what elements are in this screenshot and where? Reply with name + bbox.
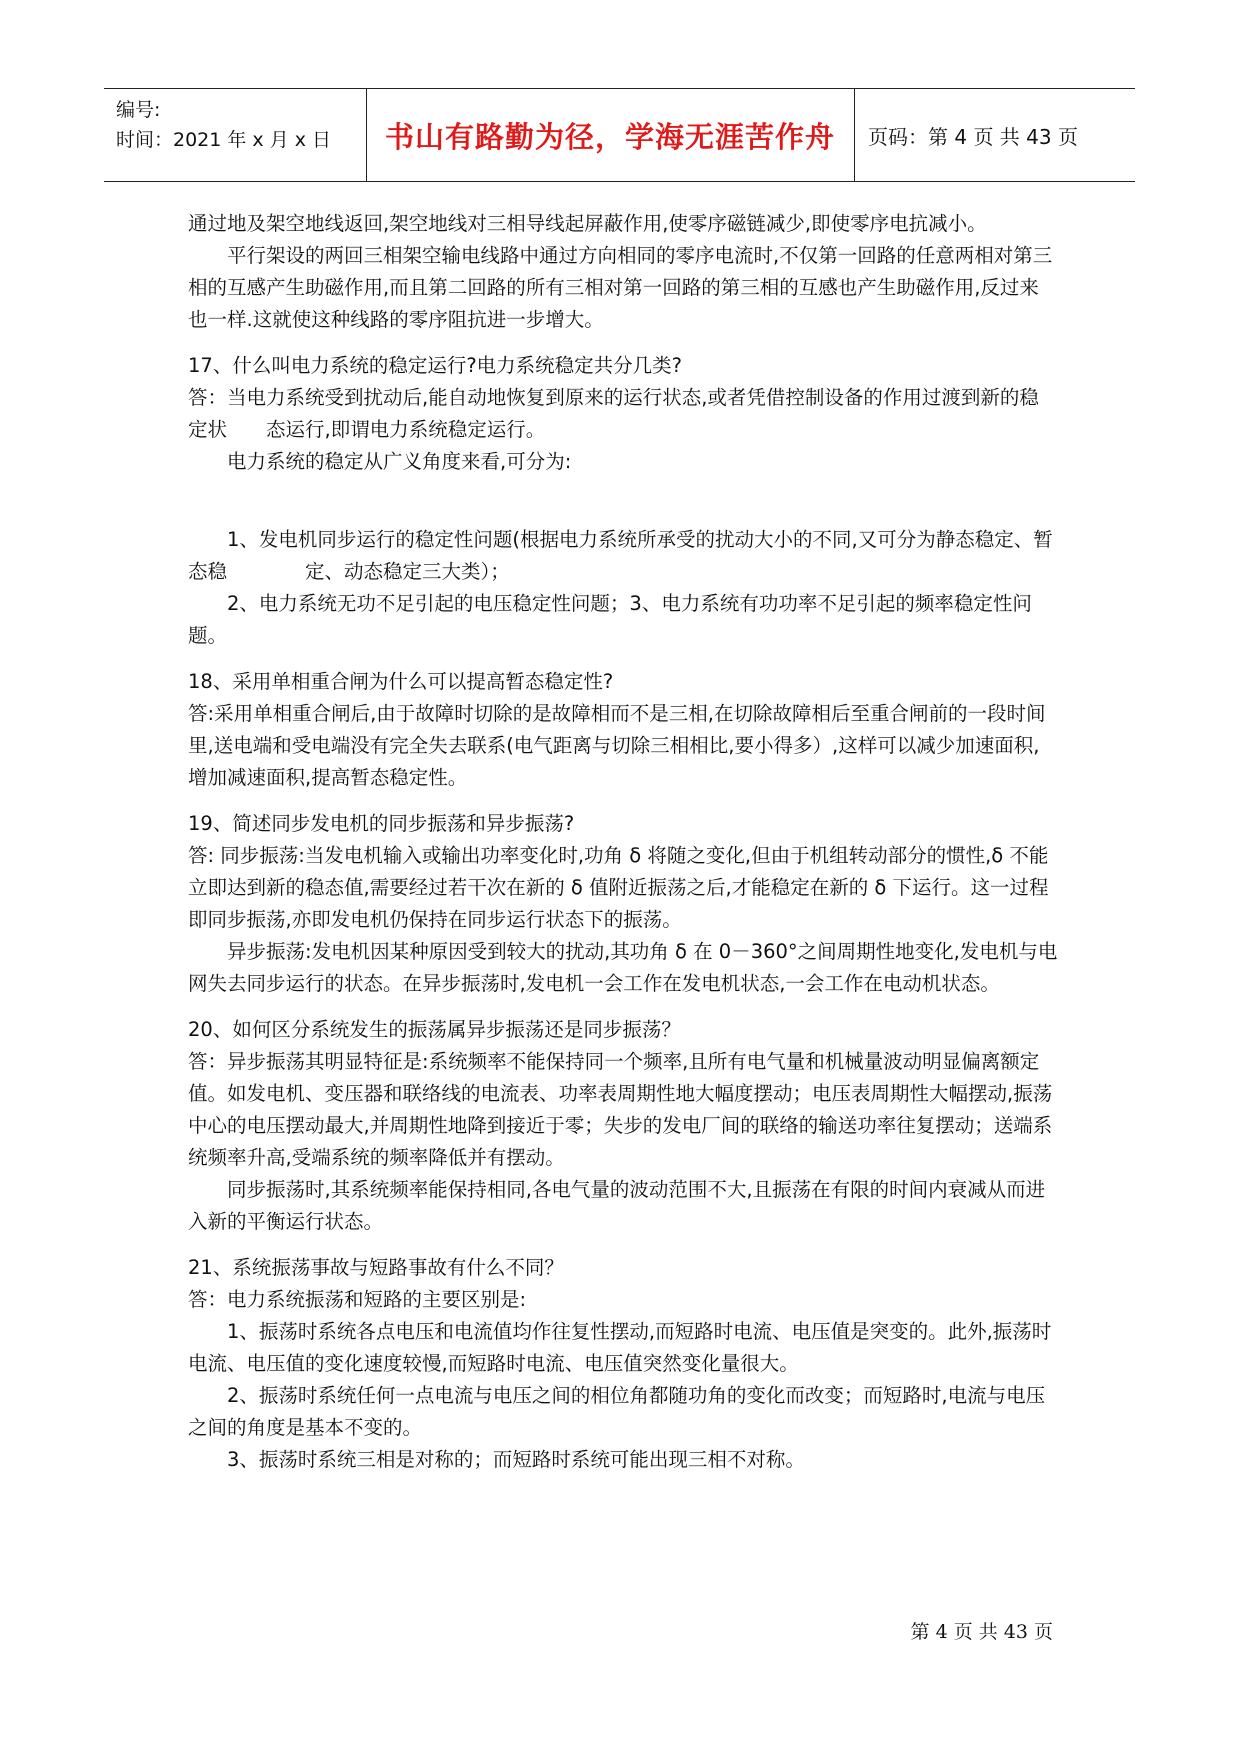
paragraph: 电力系统的稳定从广义角度来看,可分为:: [227, 450, 572, 473]
header-motto: 书山有路勤为径，学海无涯苦作舟: [384, 119, 835, 154]
paragraph: 1、振荡时系统各点电压和电流值均作往复性摆动,而短路时电流、电压值是突变的。此外,振荡时电流、电压值的变化速度较慢,而短路时电流、电压值突然变化量很大。: [188, 1320, 1052, 1375]
document-date: 时间：2021 年 x 月 x 日: [116, 129, 332, 151]
answer-20: 答：异步振荡其明显特征是:系统频率不能保持同一个频率,且所有电气量和机械量波动明显偏离额定值。如发电机、变压器和联络线的电流表、功率表周期性地大幅度摆动；电压表周期性大幅摆动,振荡中心的电压摆动最大,并周期性地降到接近于零；失步的发电厂间的联络的输送功率往复摆动；送端系统频率升高,受端系统的频率降低并有摆动。: [188, 1050, 1053, 1169]
paragraph: 平行架设的两回三相架空输电线路中通过方向相同的零序电流时,不仅第一回路的任意两相对第三相的互感产生助磁作用,而且第二回路的所有三相对第一回路的第三相的互感也产生助磁作用,反过来也一样.这就使这种线路的零序阻抗进一步增大。: [188, 244, 1053, 331]
answer-21: 答：电力系统振荡和短路的主要区别是:: [188, 1288, 527, 1311]
paragraph: 同步振荡时,其系统频率能保持相同,各电气量的波动范围不大,且振荡在有限的时间内衰减从而进入新的平衡运行状态。: [188, 1178, 1046, 1233]
paragraph: 2、电力系统无功不足引起的电压稳定性问题；3、电力系统有功功率不足引起的频率稳定性问题。: [188, 592, 1032, 647]
document-number: 编号:: [116, 99, 161, 121]
question-19: 19、简述同步发电机的同步振荡和异步振荡?: [188, 812, 575, 835]
answer-19: 答: 同步振荡:当发电机输入或输出功率变化时,功角 δ 将随之变化,但由于机组转动部分的惯性,δ 不能立即达到新的稳态值,需要经过若干次在新的 δ 值附近振荡之后,才能稳定在新的 δ 下运行。这一过程即同步振荡,亦即发电机仍保持在同步运行状态下的振荡。: [188, 844, 1049, 931]
paragraph: 异步振荡:发电机因某种原因受到较大的扰动,其功角 δ 在 0－360°之间周期性地变化,发电机与电网失去同步运行的状态。在异步振荡时,发电机一会工作在发电机状态,一会工作在电动机状态。: [188, 940, 1058, 995]
question-20: 20、如何区分系统发生的振荡属异步振荡还是同步振荡？: [188, 1018, 681, 1041]
question-17: 17、什么叫电力系统的稳定运行?电力系统稳定共分几类?: [188, 354, 683, 377]
header-page-info: 页码：第 4 页 共 43 页: [868, 124, 1078, 149]
paragraph: 3、振荡时系统三相是对称的；而短路时系统可能出现三相不对称。: [227, 1448, 805, 1471]
paragraph: 2、振荡时系统任何一点电流与电压之间的相位角都随功角的变化而改变；而短路时,电流与电压之间的角度是基本不变的。: [188, 1384, 1046, 1439]
answer-17: 答：当电力系统受到扰动后,能自动地恢复到原来的运行状态,或者凭借控制设备的作用过渡到新的稳定状 态运行,即谓电力系统稳定运行。: [188, 386, 1039, 441]
header-meta: [116, 95, 331, 155]
question-21: 21、系统振荡事故与短路事故有什么不同？: [188, 1256, 564, 1279]
paragraph: 1、发电机同步运行的稳定性问题(根据电力系统所承受的扰动大小的不同,又可分为静态稳定、暂态稳 定、动态稳定三大类）；: [188, 528, 1053, 583]
document-body: [188, 208, 1058, 1476]
page-header: [104, 88, 1135, 182]
answer-18: 答:采用单相重合闸后,由于故障时切除的是故障相而不是三相,在切除故障相后至重合闸前的一段时间里,送电端和受电端没有完全失去联系(电气距离与切除三相相比,要小得多）,这样可以减少加速面积,增加减速面积,提高暂态稳定性。: [188, 702, 1046, 789]
page-footer: 第 4 页 共 43 页: [910, 1621, 1053, 1643]
header-divider: [854, 89, 855, 181]
question-18: 18、采用单相重合闸为什么可以提高暂态稳定性?: [188, 670, 614, 693]
paragraph: 通过地及架空地线返回,架空地线对三相导线起屏蔽作用,使零序磁链减少,即使零序电抗减小。: [188, 212, 987, 235]
